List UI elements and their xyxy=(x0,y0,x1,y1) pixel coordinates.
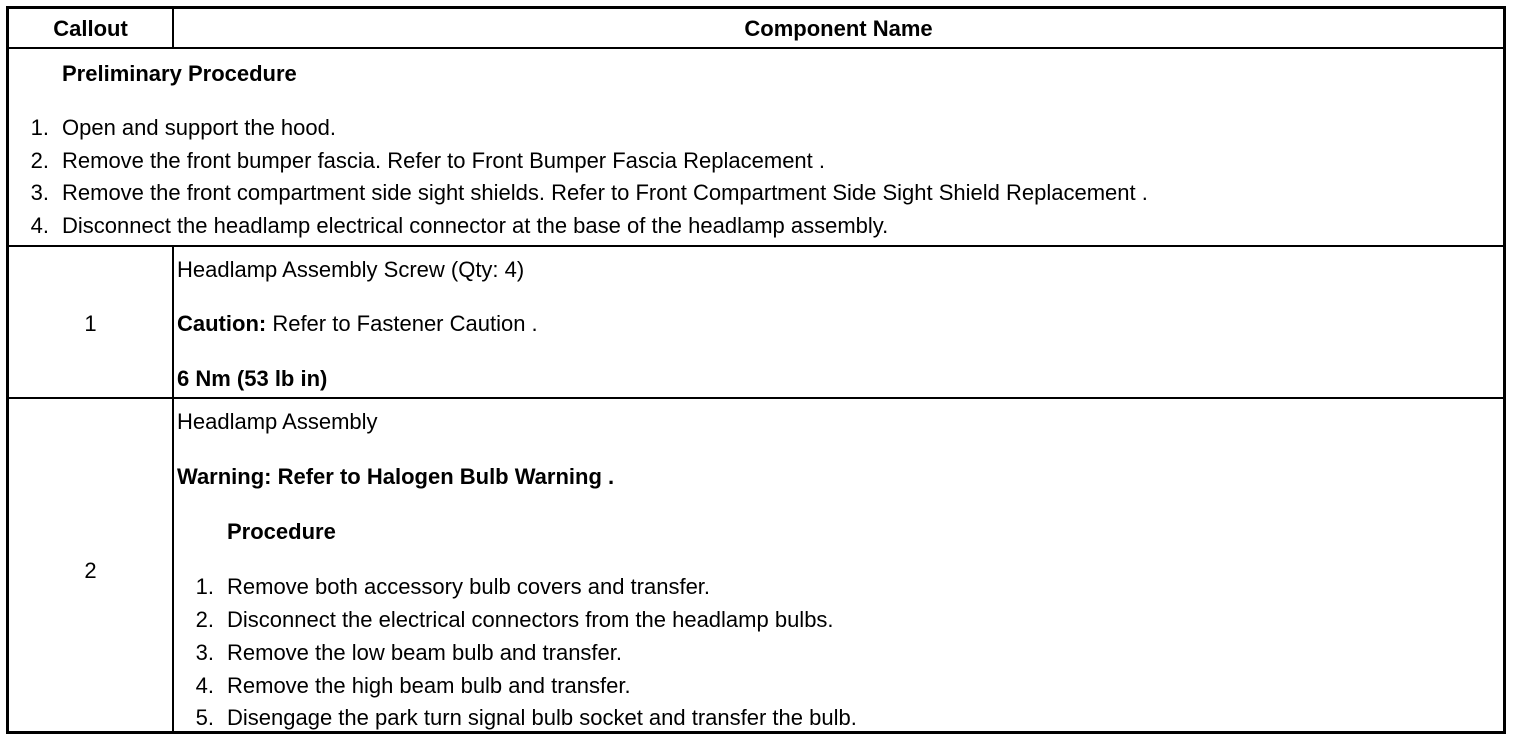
step-text: Remove the front compartment side sight shields. Refer to Front Compartment Side Sight Shield Replacement . xyxy=(62,180,1148,205)
torque-spec: 6 Nm (53 lb in) xyxy=(177,366,328,391)
table-header-row xyxy=(9,9,1503,49)
column-divider xyxy=(172,247,174,397)
component-name: Headlamp Assembly xyxy=(177,409,378,434)
table-row xyxy=(9,399,1503,731)
step-text: Open and support the hood. xyxy=(62,115,336,140)
preliminary-title: Preliminary Procedure xyxy=(62,61,297,86)
step-number: 2. xyxy=(195,607,214,632)
step-text: Disconnect the electrical connectors from the headlamp bulbs. xyxy=(227,607,834,632)
step-number: 1. xyxy=(195,574,214,599)
header-callout: Callout xyxy=(53,16,128,41)
callout-number: 1 xyxy=(84,311,97,336)
step-number: 5. xyxy=(195,705,214,730)
step-text: Disconnect the headlamp electrical connector at the base of the headlamp assembly. xyxy=(62,213,889,238)
step-number: 4. xyxy=(195,673,214,698)
component-table xyxy=(6,6,1506,734)
component-name: Headlamp Assembly Screw (Qty: 4) xyxy=(177,257,525,282)
procedure-title: Procedure xyxy=(227,519,336,544)
step-text: Remove the low beam bulb and transfer. xyxy=(227,640,623,665)
caution-label: Caution: xyxy=(177,311,267,336)
step-text: Remove the front bumper fascia. Refer to Front Bumper Fascia Replacement . xyxy=(62,148,825,173)
step-number: 4. xyxy=(30,213,49,238)
step-number: 3. xyxy=(195,640,214,665)
step-text: Remove both accessory bulb covers and transfer. xyxy=(227,574,711,599)
header-component-name: Component Name xyxy=(744,16,933,41)
step-number: 3. xyxy=(30,180,49,205)
table-row xyxy=(9,247,1503,399)
caution-text: Refer to Fastener Caution . xyxy=(266,311,538,336)
step-number: 1. xyxy=(30,115,49,140)
preliminary-procedure-row xyxy=(9,49,1503,247)
callout-number: 2 xyxy=(84,558,97,583)
step-text: Disengage the park turn signal bulb socket and transfer the bulb. xyxy=(227,705,857,730)
step-number: 2. xyxy=(30,148,49,173)
warning-text: Warning: Refer to Halogen Bulb Warning . xyxy=(177,464,615,489)
step-text: Remove the high beam bulb and transfer. xyxy=(227,673,631,698)
caution-line xyxy=(177,311,538,337)
